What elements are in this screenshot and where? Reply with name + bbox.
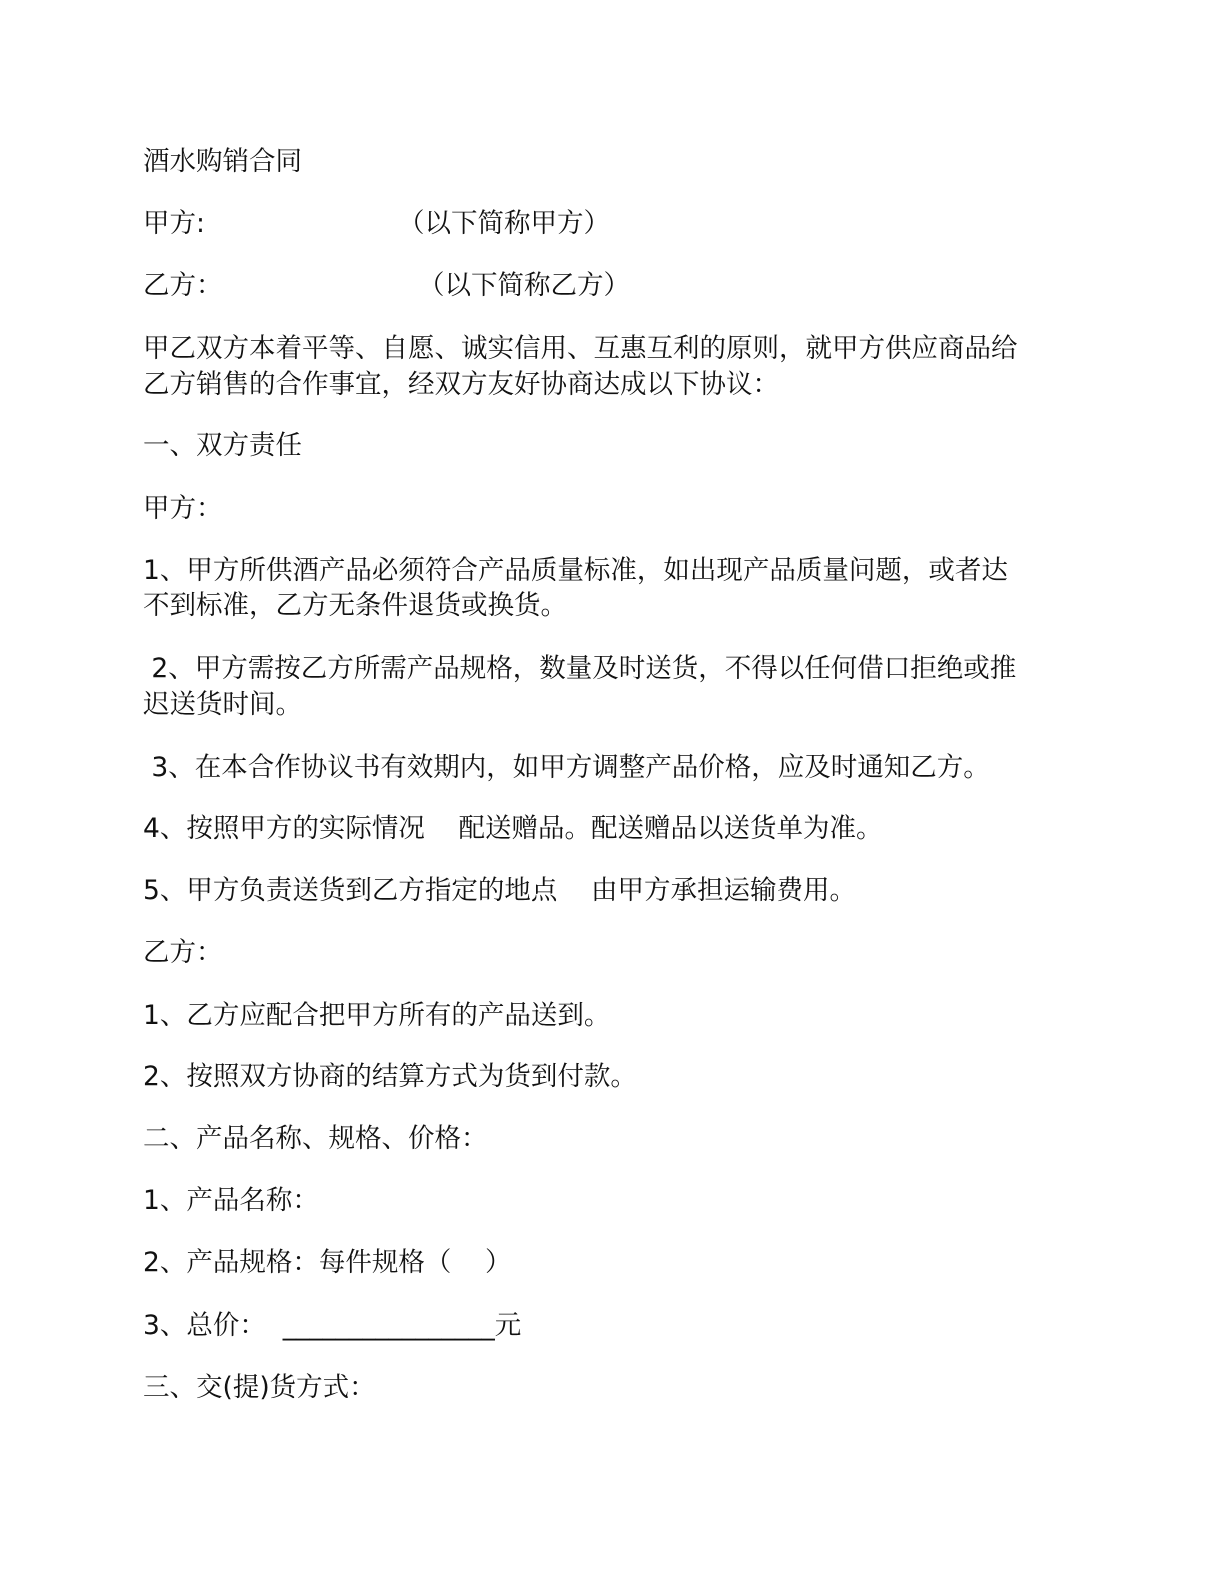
clause-line: 2、按照双方协商的结算方式为货到付款。 (143, 1061, 637, 1092)
clause-line: 4、按照甲方的实际情况 配送赠品。配送赠品以送货单为准。 (143, 813, 883, 844)
party-a-label: 甲方: (143, 208, 205, 239)
intro-line: 甲乙双方本着平等、自愿、诚实信用、互惠互利的原则，就甲方供应商品给 (143, 333, 1018, 364)
intro-line: 乙方销售的合作事宜，经双方友好协商达成以下协议： (143, 369, 779, 400)
clause-line: 3、总价： ________________元 (143, 1310, 522, 1341)
document-title: 酒水购销合同 (143, 146, 302, 177)
party-b-duties-label: 乙方： (143, 937, 223, 968)
party-a-duties-label: 甲方： (143, 493, 223, 524)
clause-line: 1、产品名称： (143, 1185, 319, 1216)
clause-line: 不到标准，乙方无条件退货或换货。 (143, 590, 567, 621)
clause-line: 5、甲方负责送货到乙方指定的地点 由甲方承担运输费用。 (143, 875, 857, 906)
clause-line: 3、在本合作协议书有效期内，如甲方调整产品价格，应及时通知乙方。 (143, 752, 990, 783)
clause-line: 1、乙方应配合把甲方所有的产品送到。 (143, 1000, 611, 1031)
clause-line: 迟送货时间。 (143, 689, 302, 720)
clause-line: 1、甲方所供酒产品必须符合产品质量标准，如出现产品质量问题，或者达 (143, 555, 1008, 586)
party-a-note: （以下简称甲方） (398, 208, 610, 239)
clause-line: 2、甲方需按乙方所需产品规格，数量及时送货，不得以任何借口拒绝或推 (143, 653, 1017, 684)
party-b-note: （以下简称乙方） (418, 270, 630, 301)
section-heading: 一、双方责任 (143, 430, 302, 461)
section-heading: 三、交(提)货方式： (143, 1372, 376, 1403)
section-heading: 二、产品名称、规格、价格： (143, 1123, 488, 1154)
party-b-label: 乙方： (143, 270, 223, 301)
clause-line: 2、产品规格：每件规格（ ） (143, 1247, 512, 1278)
